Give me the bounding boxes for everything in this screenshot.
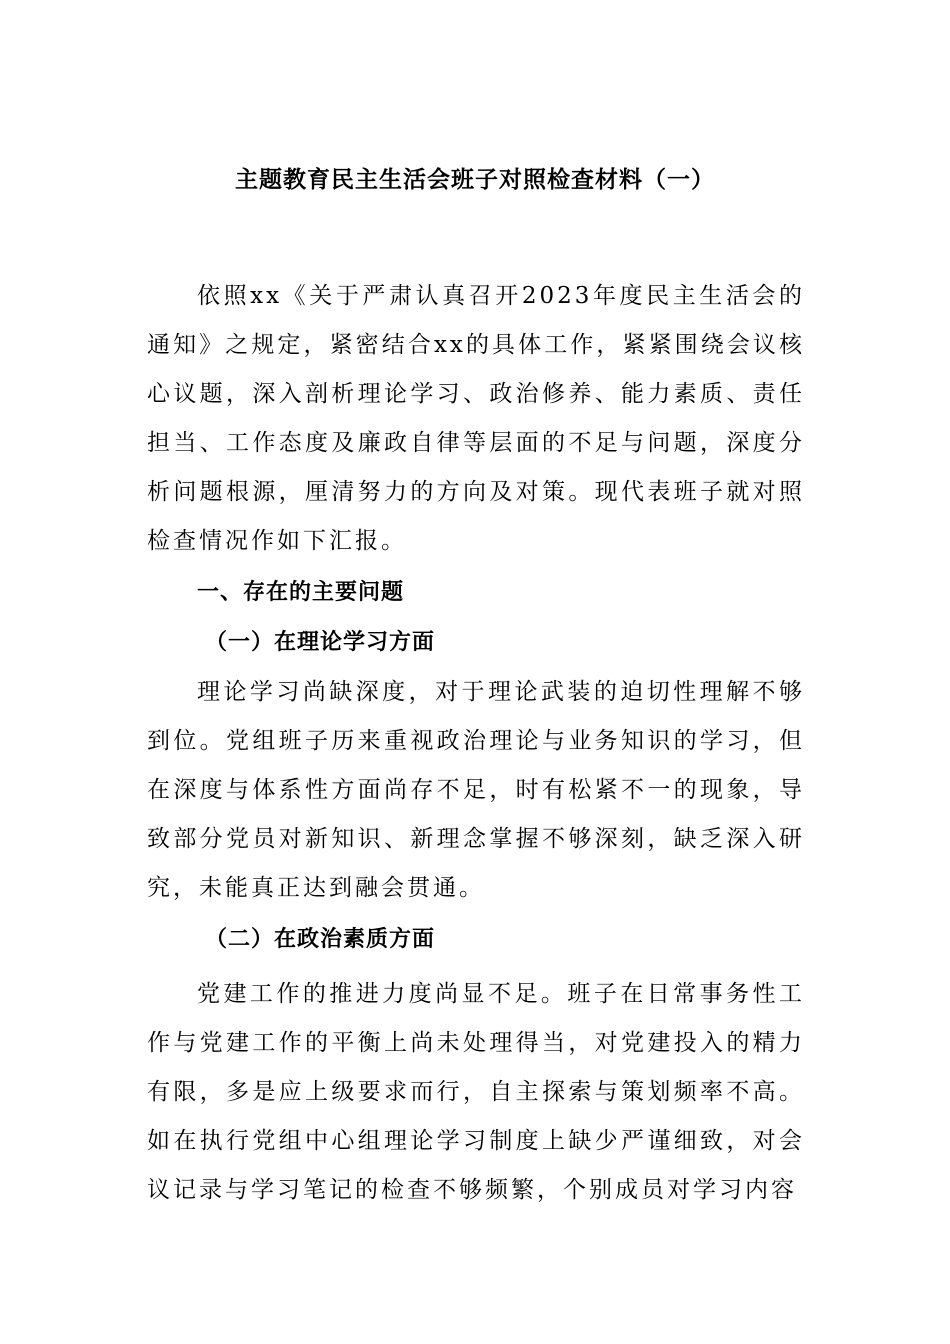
theory-study-paragraph: 理论学习尚缺深度，对于理论武装的迫切性理解不够到位。党组班子历来重视政治理论与业务知识的学习，但在深度与体系性方面尚存不足，时有松紧不一的现象，导致部分党员对新知识、新理念掌握不够深刻，缺乏深入研究，未能真正达到融会贯通。 [147,679,805,901]
intro-paragraph: 依照xx《关于严肃认真召开2023年度民主生活会的通知》之规定，紧密结合xx的具体工作，紧紧围绕会议核心议题，深入剖析理论学习、政治修养、能力素质、责任担当、工作态度及廉政自律等层面的不足与问题，深度分析问题根源，厘清努力的方向及对策。现代表班子就对照检查情况作如下汇报。 [147,283,805,554]
subsection-heading-theory-study: （一）在理论学习方面 [205,630,436,655]
section-heading-main-problems: 一、存在的主要问题 [197,580,405,605]
document-title: 主题教育民主生活会班子对照检查材料（一） [235,167,715,193]
subsection-heading-political-quality: （二）在政治素质方面 [205,927,436,952]
political-quality-paragraph: 党建工作的推进力度尚显不足。班子在日常事务性工作与党建工作的平衡上尚未处理得当，对党建投入的精力有限，多是应上级要求而行，自主探索与策划频率不高。如在执行党组中心组理论学习制度上缺少严谨细致，对会议记录与学习笔记的检查不够频繁，个别成员对学习内容 [147,981,805,1203]
